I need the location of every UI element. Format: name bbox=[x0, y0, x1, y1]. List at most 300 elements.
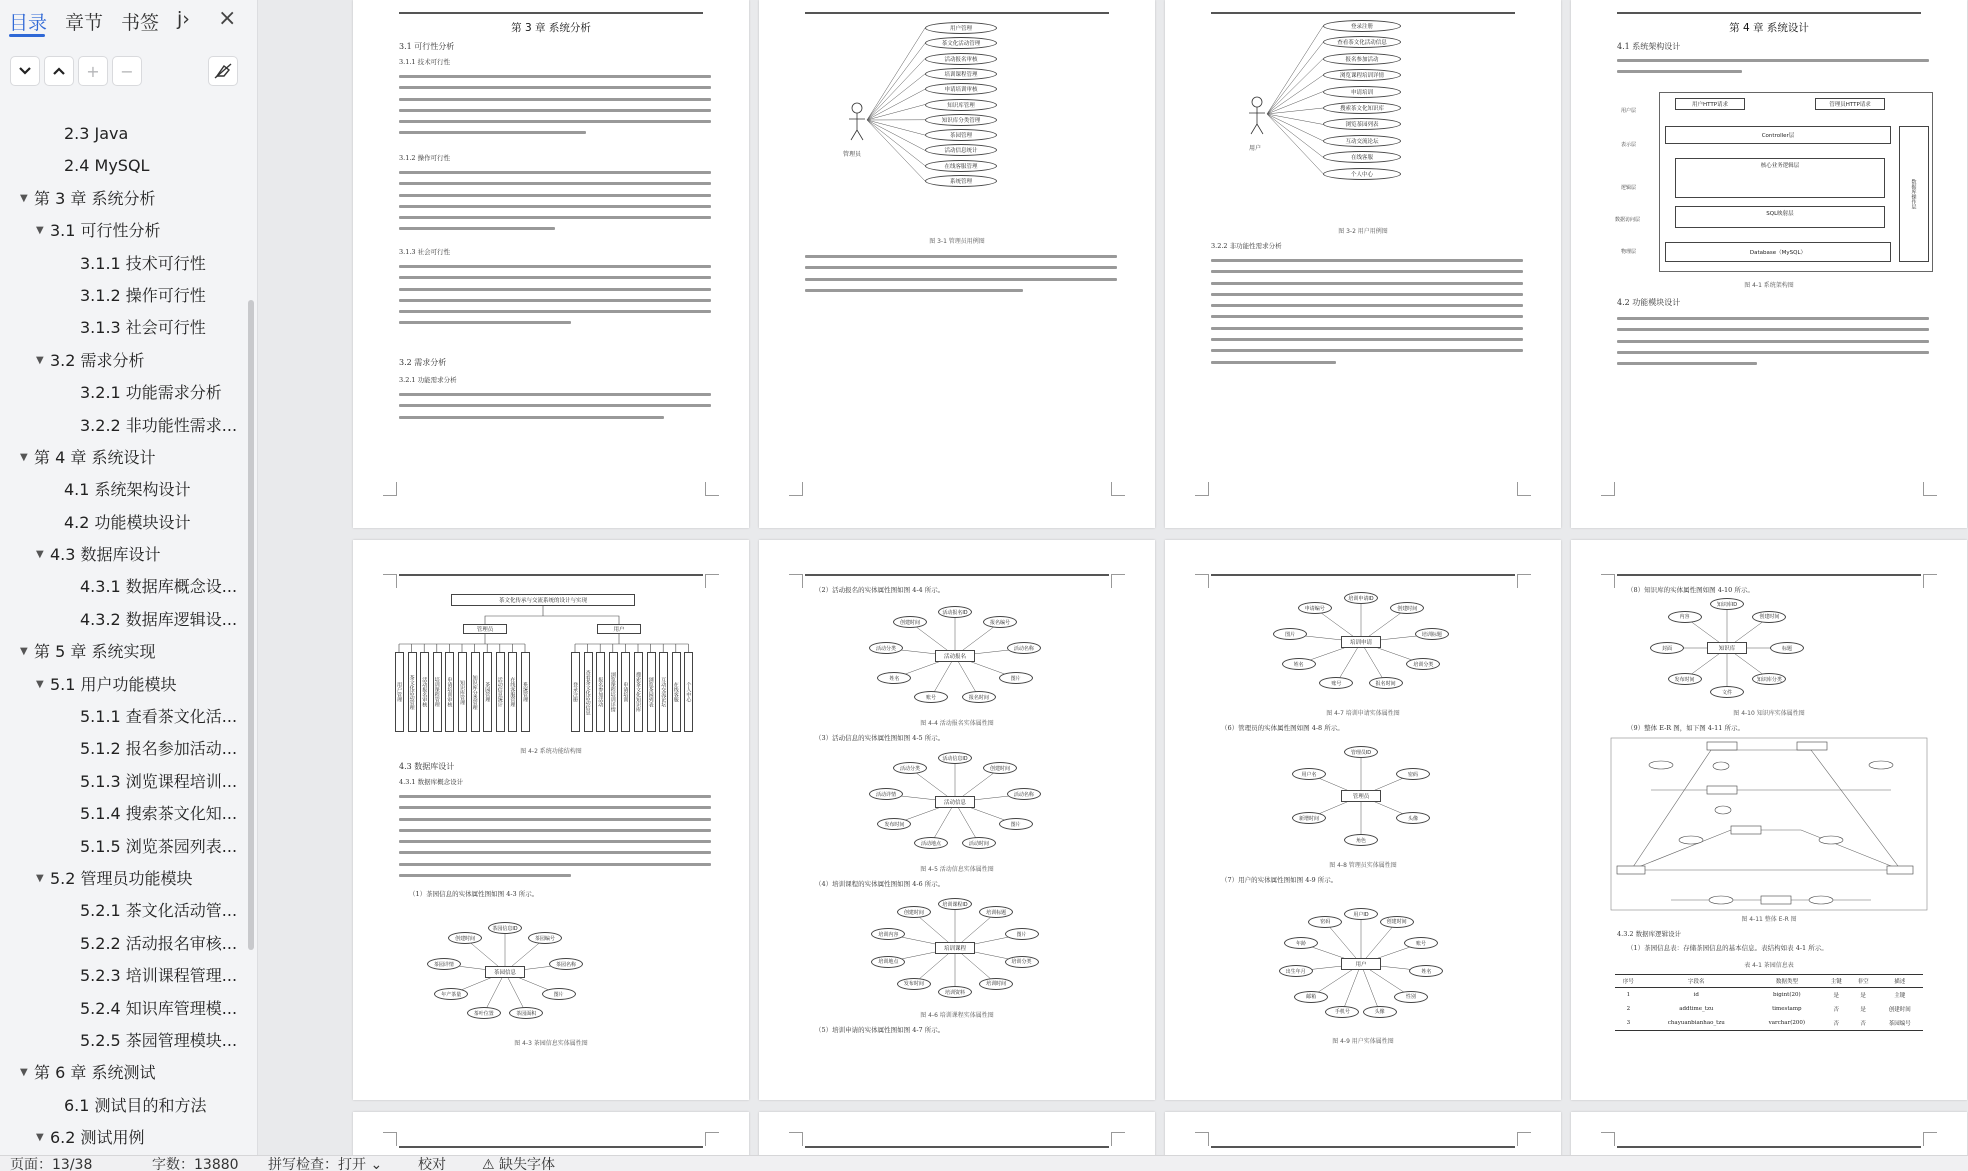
er-attribute: 新增时间 bbox=[1292, 812, 1326, 824]
table-cell: addtime_tzu bbox=[1679, 1006, 1714, 1012]
paragraph bbox=[399, 388, 711, 427]
table-cell: 创建时间 bbox=[1888, 1007, 1911, 1013]
section-heading: 4.2 功能模块设计 bbox=[1617, 298, 1681, 307]
tree-leaf: 茶园管理 bbox=[483, 652, 492, 732]
figure-caption: 图 4-5 活动信息实体属性图 bbox=[920, 866, 994, 873]
er-attribute: 茶园信息ID bbox=[488, 922, 522, 934]
table-cell: 否 bbox=[1823, 1016, 1850, 1031]
er-attribute: 图片 bbox=[1005, 928, 1039, 940]
tree-leaf: 报名参加活动 bbox=[596, 652, 605, 732]
er-attribute: 活动报名ID bbox=[938, 606, 972, 618]
er-attribute: 图片 bbox=[542, 988, 576, 1000]
er-attribute: 年龄 bbox=[1284, 937, 1318, 949]
expand-arrow-icon[interactable]: ▼ bbox=[20, 646, 28, 658]
table-row bbox=[1615, 988, 1923, 1003]
expand-arrow-icon[interactable]: ▼ bbox=[20, 451, 28, 463]
table-cell: bigint(20) bbox=[1773, 992, 1801, 998]
toc-item[interactable] bbox=[0, 410, 246, 442]
figure-caption: 图 4-4 活动报名实体属性图 bbox=[920, 720, 994, 727]
subsection-heading: 3.2.2 非功能性需求分析 bbox=[1211, 242, 1282, 250]
figure-intro: （5）培训申请的实体属性图如图 4-7 所示。 bbox=[815, 1026, 945, 1034]
table-cell: 否 bbox=[1850, 1016, 1877, 1031]
er-attribute: 角色 bbox=[1344, 834, 1378, 846]
layer-label: 物理层 bbox=[1621, 249, 1637, 255]
er-attribute: 邮箱 bbox=[1294, 991, 1328, 1003]
navigation-pane bbox=[0, 0, 258, 1155]
use-case: 报名参加活动 bbox=[1323, 53, 1401, 65]
er-attribute: 图片 bbox=[999, 818, 1033, 830]
subsection-heading: 3.1.1 技术可行性 bbox=[399, 58, 451, 66]
er-attribute: 姓名 bbox=[1282, 658, 1316, 670]
toc-item-label: 4.3.1 数据库概念设... bbox=[80, 577, 238, 597]
tree-leaf: 登录注册 bbox=[571, 652, 580, 732]
use-case: 登录注册 bbox=[1323, 20, 1401, 32]
tree-root: 茶文化传承与交流系统的设计与实现 bbox=[451, 594, 635, 606]
use-case: 在线客服 bbox=[1323, 151, 1401, 163]
document-area bbox=[259, 0, 1968, 1155]
tab-toc[interactable]: 目录 bbox=[9, 12, 48, 34]
use-case: 浏览课程培训详情 bbox=[1323, 69, 1401, 81]
er-attribute: 发布时间 bbox=[897, 978, 931, 990]
toc-toolbar bbox=[0, 56, 258, 90]
expand-arrow-icon[interactable]: ▼ bbox=[36, 1132, 44, 1144]
toc-item-label: 5.1 用户功能模块 bbox=[50, 674, 177, 694]
use-case: 知识库管理 bbox=[925, 99, 997, 111]
use-case: 知识库分类管理 bbox=[925, 114, 997, 126]
table-caption: 表 4-1 茶园信息表 bbox=[1744, 962, 1794, 969]
tree-leaf: 活动信息统计 bbox=[496, 652, 505, 732]
figure-caption: 图 4-8 管理员实体属性图 bbox=[1329, 862, 1397, 869]
toc-item-label: 3.2.2 非功能性需求... bbox=[80, 415, 238, 435]
use-case: 用户管理 bbox=[925, 22, 997, 34]
tree-leaf: 互动交流论坛 bbox=[659, 652, 668, 732]
figure-caption: 图 4-9 用户实体属性图 bbox=[1332, 1038, 1394, 1045]
figure-caption: 图 4-11 整体 E-R 图 bbox=[1741, 916, 1797, 923]
figure-caption: 图 4-10 知识库实体属性图 bbox=[1733, 710, 1805, 717]
figure-intro: （1）茶园信息的实体属性图如图 4-3 所示。 bbox=[409, 890, 539, 898]
toc-item-label: 3.1 可行性分析 bbox=[50, 221, 161, 241]
er-attribute: 培训内容 bbox=[871, 928, 905, 940]
toc-item-label: 4.2 功能模块设计 bbox=[64, 512, 191, 532]
toc-item[interactable] bbox=[0, 539, 246, 571]
er-attribute: 图片 bbox=[999, 672, 1033, 684]
toc-item[interactable] bbox=[0, 604, 246, 636]
toc-item[interactable] bbox=[0, 442, 246, 474]
tree-leaf: 查看茶文化活动信息 bbox=[584, 652, 593, 732]
er-attribute: 发布时间 bbox=[1668, 673, 1702, 685]
figure-caption: 图 4-2 系统功能结构图 bbox=[520, 748, 582, 755]
subsection-heading: 4.3.1 数据库概念设计 bbox=[399, 778, 464, 786]
toc-item-label: 5.2.4 知识库管理模... bbox=[80, 998, 238, 1018]
er-attribute: 出生年月 bbox=[1279, 965, 1313, 977]
toc-item-label: 3.2 需求分析 bbox=[50, 350, 145, 370]
er-attribute: 培训标题 bbox=[979, 906, 1013, 918]
er-attribute: 性别 bbox=[1394, 991, 1428, 1003]
page-thumb-7[interactable] bbox=[1165, 540, 1561, 1100]
er-attribute: 管理员ID bbox=[1344, 746, 1378, 758]
er-attribute: 创建时间 bbox=[893, 616, 927, 628]
expand-arrow-icon[interactable]: ▼ bbox=[36, 678, 44, 690]
er-attribute: 账号 bbox=[1404, 937, 1438, 949]
er-attribute: 内容 bbox=[1668, 611, 1702, 623]
er-attribute: 账号 bbox=[914, 691, 948, 703]
arch-service: 核心业务逻辑层 bbox=[1675, 158, 1885, 198]
figure-intro: （1）茶园信息表：存储茶园信息的基本信息。表结构如表 4-1 所示。 bbox=[1627, 944, 1828, 952]
use-case: 浏览茶园列表 bbox=[1323, 118, 1401, 130]
er-attribute: 创建时间 bbox=[897, 906, 931, 918]
status-bar bbox=[0, 1155, 1968, 1171]
toc-item[interactable] bbox=[0, 1057, 246, 1089]
er-entity: 用户 bbox=[1341, 958, 1381, 970]
table-header-cell: 非空 bbox=[1850, 975, 1877, 988]
er-attribute: 活动分类 bbox=[869, 642, 903, 654]
er-attribute: 年产茶量 bbox=[434, 988, 468, 1000]
missing-font-warning[interactable]: ⚠ 缺失字体 bbox=[482, 1157, 556, 1171]
toc-list bbox=[0, 118, 246, 1155]
table-row bbox=[1615, 1016, 1923, 1031]
page-thumb-1[interactable] bbox=[353, 0, 749, 528]
paragraph bbox=[805, 250, 1117, 300]
toc-item-label: 5.2.3 培训课程管理... bbox=[80, 966, 238, 986]
toc-item[interactable] bbox=[0, 377, 246, 409]
er-attribute: 手机号 bbox=[1325, 1006, 1359, 1018]
toc-item[interactable] bbox=[0, 993, 246, 1025]
er-attribute: 文件 bbox=[1710, 686, 1744, 698]
er-attribute: 申请编号 bbox=[1298, 602, 1332, 614]
toc-item-label: 4.1 系统架构设计 bbox=[64, 480, 191, 500]
er-attribute: 头像 bbox=[1396, 812, 1430, 824]
figure-caption: 图 4-1 系统架构图 bbox=[1744, 282, 1794, 289]
er-attribute: 姓名 bbox=[877, 672, 911, 684]
table-cell: 主键 bbox=[1894, 993, 1906, 999]
er-attribute: 活动名称 bbox=[1007, 642, 1041, 654]
toc-item-label: 5.1.2 报名参加活动... bbox=[80, 739, 238, 759]
toc-item-label: 3.1.1 技术可行性 bbox=[80, 253, 206, 273]
toc-item[interactable] bbox=[0, 474, 246, 506]
er-attribute: 密码 bbox=[1308, 916, 1342, 928]
table-header-cell: 描述 bbox=[1876, 975, 1923, 988]
er-attribute: 标题 bbox=[1770, 642, 1804, 654]
table-cell: 茶园编号 bbox=[1876, 1016, 1923, 1031]
word-count[interactable]: 字数：13880 bbox=[152, 1157, 239, 1171]
toc-item[interactable] bbox=[0, 215, 246, 247]
table-cell: 2 bbox=[1626, 1006, 1631, 1012]
page-thumb-8[interactable] bbox=[1571, 540, 1967, 1100]
page-thumb-3[interactable] bbox=[1165, 0, 1561, 528]
tree-leaf: 系统管理 bbox=[521, 652, 530, 732]
toc-item[interactable] bbox=[0, 798, 246, 830]
er-attribute: 报名编号 bbox=[983, 616, 1017, 628]
er-attribute: 知识库分类 bbox=[1752, 673, 1786, 685]
table-cell: 是 bbox=[1860, 1007, 1866, 1013]
paragraph bbox=[1211, 254, 1523, 372]
er-entity: 茶园信息 bbox=[485, 966, 525, 978]
actor-icon bbox=[852, 103, 862, 113]
toc-item[interactable] bbox=[0, 507, 246, 539]
er-entity: 活动信息 bbox=[935, 796, 975, 808]
page-thumb-11[interactable] bbox=[1165, 1112, 1561, 1155]
expand-arrow-icon[interactable]: ▼ bbox=[36, 549, 44, 561]
chevron-up-icon[interactable] bbox=[44, 56, 74, 86]
er-attribute: 培训分类 bbox=[1406, 658, 1440, 670]
er-diagram-teagarden bbox=[353, 540, 749, 1100]
toc-item[interactable] bbox=[0, 248, 246, 280]
subsection-heading: 4.3.2 数据库逻辑设计 bbox=[1617, 930, 1682, 938]
toc-item[interactable] bbox=[0, 1025, 246, 1057]
page-indicator[interactable]: 页面：13/38 bbox=[10, 1157, 93, 1171]
data-table bbox=[1615, 974, 1923, 1031]
tab-more[interactable]: j› bbox=[177, 8, 190, 30]
tab-bookmarks[interactable]: 书签 bbox=[121, 12, 160, 34]
toc-item[interactable] bbox=[0, 831, 246, 863]
table-header-cell: 序号 bbox=[1615, 975, 1642, 988]
toc-item-label: 4.3 数据库设计 bbox=[50, 545, 161, 565]
toc-item[interactable] bbox=[0, 960, 246, 992]
toc-item-label: 5.2.2 活动报名审核... bbox=[80, 933, 238, 953]
er-attribute: 活动时间 bbox=[962, 837, 996, 849]
er-attribute: 报名时间 bbox=[962, 691, 996, 703]
toc-item[interactable] bbox=[0, 928, 246, 960]
toc-item[interactable] bbox=[0, 571, 246, 603]
nav-scrollbar[interactable] bbox=[248, 300, 254, 950]
tab-chapters[interactable]: 章节 bbox=[65, 12, 104, 34]
chapter-heading: 第 4 章 系统设计 bbox=[1729, 22, 1809, 34]
arch-admin-request: 管理员HTTP请求 bbox=[1815, 98, 1885, 110]
table-cell: 1 bbox=[1626, 992, 1631, 998]
toc-item-label: 3.1.3 社会可行性 bbox=[80, 318, 206, 338]
expand-arrow-icon[interactable]: ▼ bbox=[36, 225, 44, 237]
use-case: 系统管理 bbox=[925, 175, 997, 187]
er-attribute: 培训地点 bbox=[871, 956, 905, 968]
toc-item-label: 5.2.1 茶文化活动管... bbox=[80, 901, 238, 921]
figure-intro: （4）培训课程的实体属性图如图 4-6 所示。 bbox=[815, 880, 945, 888]
eraser-icon[interactable] bbox=[208, 56, 238, 86]
toc-item-label: 3.2.1 功能需求分析 bbox=[80, 383, 222, 403]
minus-icon[interactable]: − bbox=[112, 56, 142, 86]
er-attribute: 培训资料 bbox=[938, 986, 972, 998]
figure-intro: （6）管理员的实体属性图如图 4-8 所示。 bbox=[1221, 724, 1344, 732]
table-cell: 是 bbox=[1860, 993, 1866, 999]
table-cell: 是 bbox=[1833, 993, 1840, 999]
expand-arrow-icon[interactable]: ▼ bbox=[20, 1067, 28, 1079]
er-attribute: 密码 bbox=[1396, 768, 1430, 780]
table-cell: id bbox=[1693, 992, 1699, 998]
use-case: 申请培训 bbox=[1323, 86, 1401, 98]
subsection-heading: 3.1.3 社会可行性 bbox=[399, 248, 451, 256]
tree-leaf: 茶文化活动管理 bbox=[408, 652, 417, 732]
er-attribute: 头像 bbox=[1363, 1006, 1397, 1018]
figure-intro: （8）知识库的实体属性图如图 4-10 所示。 bbox=[1627, 586, 1754, 594]
er-attribute: 报名时间 bbox=[1369, 677, 1403, 689]
arch-sql: SQL映射层 bbox=[1675, 206, 1885, 228]
er-attribute: 茶园详情 bbox=[427, 958, 461, 970]
toc-item[interactable] bbox=[0, 669, 246, 701]
er-entity: 活动报名 bbox=[935, 650, 975, 662]
spell-check-toggle[interactable]: 拼写检查：打开 ⌄ bbox=[268, 1157, 383, 1171]
toc-item-label: 第 6 章 系统测试 bbox=[34, 1063, 156, 1083]
table-header-cell: 数据类型 bbox=[1751, 975, 1823, 988]
table-cell: timestamp bbox=[1772, 1006, 1802, 1012]
figure-caption: 图 4-7 培训申请实体属性图 bbox=[1326, 710, 1400, 717]
er-attribute: 创建时间 bbox=[1380, 916, 1414, 928]
toc-item-label: 5.2 管理员功能模块 bbox=[50, 868, 193, 888]
toc-item-label: 2.3 Java bbox=[64, 124, 129, 143]
toc-item[interactable] bbox=[0, 183, 246, 215]
arch-controller: Controller层 bbox=[1665, 126, 1891, 144]
er-attribute: 茶园编号 bbox=[528, 932, 562, 944]
use-case: 搜索茶文化知识库 bbox=[1323, 102, 1401, 114]
tree-leaf: 知识库分类管理 bbox=[471, 652, 480, 732]
figure-caption: 图 3-2 用户用例图 bbox=[1338, 228, 1388, 235]
tree-leaf: 浏览课程培训详情 bbox=[609, 652, 618, 732]
use-case: 在线客服管理 bbox=[925, 160, 997, 172]
toc-item[interactable] bbox=[0, 312, 246, 344]
layer-label: 数据访问层 bbox=[1615, 217, 1641, 223]
table-row bbox=[1615, 1002, 1923, 1016]
tree-leaf: 搜索茶文化知识库 bbox=[634, 652, 643, 732]
toc-item[interactable] bbox=[0, 118, 246, 150]
er-attribute: 图片 bbox=[1273, 628, 1307, 640]
tree-leaf: 用户管理 bbox=[395, 652, 404, 732]
tree-leaf: 在线客服管理 bbox=[508, 652, 517, 732]
er-entity: 培训课程 bbox=[935, 942, 975, 954]
toc-item[interactable] bbox=[0, 345, 246, 377]
table-cell: varchar(200) bbox=[1751, 1016, 1823, 1031]
table-header-row bbox=[1615, 975, 1923, 988]
er-attribute: 活动分类 bbox=[893, 762, 927, 774]
er-attribute: 活动地点 bbox=[914, 837, 948, 849]
proofread-button[interactable]: 校对 bbox=[418, 1157, 446, 1171]
use-case: 个人中心 bbox=[1323, 168, 1401, 180]
paragraph bbox=[399, 70, 711, 143]
tree-leaf: 知识库管理 bbox=[458, 652, 467, 732]
er-attribute: 培训标题 bbox=[1415, 628, 1449, 640]
er-attribute: 姓名 bbox=[1409, 965, 1443, 977]
table-header-cell: 字段名 bbox=[1642, 975, 1751, 988]
toc-item-label: 3.1.2 操作可行性 bbox=[80, 285, 206, 305]
page-thumb-12[interactable] bbox=[1571, 1112, 1967, 1155]
tree-leaf: 申请培训审核 bbox=[445, 652, 454, 732]
paragraph bbox=[1617, 312, 1929, 373]
er-entity: 管理员 bbox=[1341, 790, 1381, 802]
er-diagram-training-apply bbox=[1165, 540, 1561, 1100]
er-attribute: 培训申请ID bbox=[1344, 592, 1378, 604]
tree-leaf: 申请培训 bbox=[621, 652, 630, 732]
tree-leaf: 在线客服 bbox=[672, 652, 681, 732]
page-thumb-2[interactable] bbox=[759, 0, 1155, 528]
page-thumb-4[interactable] bbox=[1571, 0, 1967, 528]
tree-leaf: 浏览茶园列表 bbox=[647, 652, 656, 732]
toc-item-label: 第 4 章 系统设计 bbox=[34, 447, 156, 467]
figure-intro: （7）用户的实体属性图如图 4-9 所示。 bbox=[1221, 876, 1338, 884]
paragraph bbox=[1617, 54, 1929, 82]
toc-item-label: 第 3 章 系统分析 bbox=[34, 188, 156, 208]
page-thumb-5[interactable] bbox=[353, 540, 749, 1100]
expand-arrow-icon[interactable]: ▼ bbox=[36, 354, 44, 366]
er-attribute: 活动详情 bbox=[869, 788, 903, 800]
section-heading: 4.3 数据库设计 bbox=[399, 762, 455, 771]
toc-item[interactable] bbox=[0, 701, 246, 733]
er-attribute: 活动信息ID bbox=[938, 752, 972, 764]
toc-item[interactable] bbox=[0, 766, 246, 798]
plus-icon[interactable]: + bbox=[78, 56, 108, 86]
chevron-down-icon[interactable] bbox=[10, 56, 40, 86]
toc-item[interactable] bbox=[0, 863, 246, 895]
toc-item-label: 5.2.5 茶园管理模块... bbox=[80, 1030, 238, 1050]
layer-label: 表示层 bbox=[1621, 142, 1637, 148]
use-case: 茶园管理 bbox=[925, 129, 997, 141]
tree-leaf: 活动报名审核 bbox=[420, 652, 429, 732]
use-case: 茶文化活动管理 bbox=[925, 37, 997, 49]
layer-label: 逻辑层 bbox=[1621, 185, 1637, 191]
toc-item[interactable] bbox=[0, 1090, 246, 1122]
subsection-heading: 3.2.1 功能需求分析 bbox=[399, 376, 457, 384]
expand-arrow-icon[interactable]: ▼ bbox=[20, 192, 28, 204]
er-attribute: 知识库ID bbox=[1710, 598, 1744, 610]
page-thumb-9[interactable] bbox=[353, 1112, 749, 1155]
figure-intro: （3）活动信息的实体属性图如图 4-5 所示。 bbox=[815, 734, 945, 742]
er-entity: 培训申请 bbox=[1341, 636, 1381, 648]
nav-tabs bbox=[0, 0, 257, 40]
chapter-heading: 第 3 章 系统分析 bbox=[511, 22, 591, 34]
er-attribute: 创建时间 bbox=[1390, 602, 1424, 614]
actor-icon bbox=[1252, 97, 1262, 107]
toc-item[interactable] bbox=[0, 895, 246, 927]
table-cell: 否 bbox=[1833, 1007, 1840, 1013]
toc-item[interactable] bbox=[0, 1122, 246, 1154]
paragraph bbox=[399, 166, 711, 239]
page-thumb-6[interactable] bbox=[759, 540, 1155, 1100]
er-attribute: 用户名 bbox=[1292, 768, 1326, 780]
figure-intro: （2）活动报名的实体属性图如图 4-4 所示。 bbox=[815, 586, 945, 594]
toc-item-label: 6.2 测试用例 bbox=[50, 1128, 145, 1148]
use-case: 活动信息统计 bbox=[925, 144, 997, 156]
toc-item[interactable] bbox=[0, 733, 246, 765]
tree-leaf: 个人中心 bbox=[684, 652, 693, 732]
toc-item[interactable] bbox=[0, 636, 246, 668]
toc-item[interactable] bbox=[0, 280, 246, 312]
toc-item[interactable] bbox=[0, 150, 246, 182]
use-case: 互动交流论坛 bbox=[1323, 135, 1401, 147]
er-attribute: 茶园名称 bbox=[549, 958, 583, 970]
toc-item-label: 4.3.2 数据库逻辑设... bbox=[80, 609, 238, 629]
use-case: 培训课程管理 bbox=[925, 68, 997, 80]
er-attribute: 茶园面积 bbox=[509, 1007, 543, 1019]
arch-side: 数据库操作层 bbox=[1899, 126, 1929, 262]
toc-item-label: 2.4 MySQL bbox=[64, 156, 150, 176]
expand-arrow-icon[interactable]: ▼ bbox=[36, 872, 44, 884]
arch-database: Database（MySQL） bbox=[1665, 242, 1891, 262]
er-attribute: 创建时间 bbox=[983, 762, 1017, 774]
page-thumb-10[interactable] bbox=[759, 1112, 1155, 1155]
figure-caption: 图 4-3 茶园信息实体属性图 bbox=[514, 1040, 588, 1047]
toc-item-label: 5.1.3 浏览课程培训... bbox=[80, 771, 238, 791]
er-attribute: 活动名称 bbox=[1007, 788, 1041, 800]
er-attribute: 培训课程ID bbox=[938, 898, 972, 910]
actor-label: 管理员 bbox=[843, 151, 862, 158]
active-tab-indicator bbox=[9, 34, 45, 37]
toc-item-label: 第 5 章 系统实现 bbox=[34, 642, 156, 662]
close-icon[interactable]: × bbox=[218, 6, 237, 31]
section-heading: 3.1 可行性分析 bbox=[399, 42, 455, 51]
er-entity: 知识库 bbox=[1707, 642, 1747, 654]
figure-caption: 图 4-6 培训课程实体属性图 bbox=[920, 1012, 994, 1019]
table-cell: 3 bbox=[1615, 1016, 1642, 1031]
tree-branch: 管理员 bbox=[463, 624, 507, 634]
toc-item-label: 6.1 测试目的和方法 bbox=[64, 1095, 207, 1115]
er-attribute: 账号 bbox=[1319, 677, 1353, 689]
figure-intro: （9）整体 E-R 图，如下图 4-11 所示。 bbox=[1627, 724, 1744, 732]
